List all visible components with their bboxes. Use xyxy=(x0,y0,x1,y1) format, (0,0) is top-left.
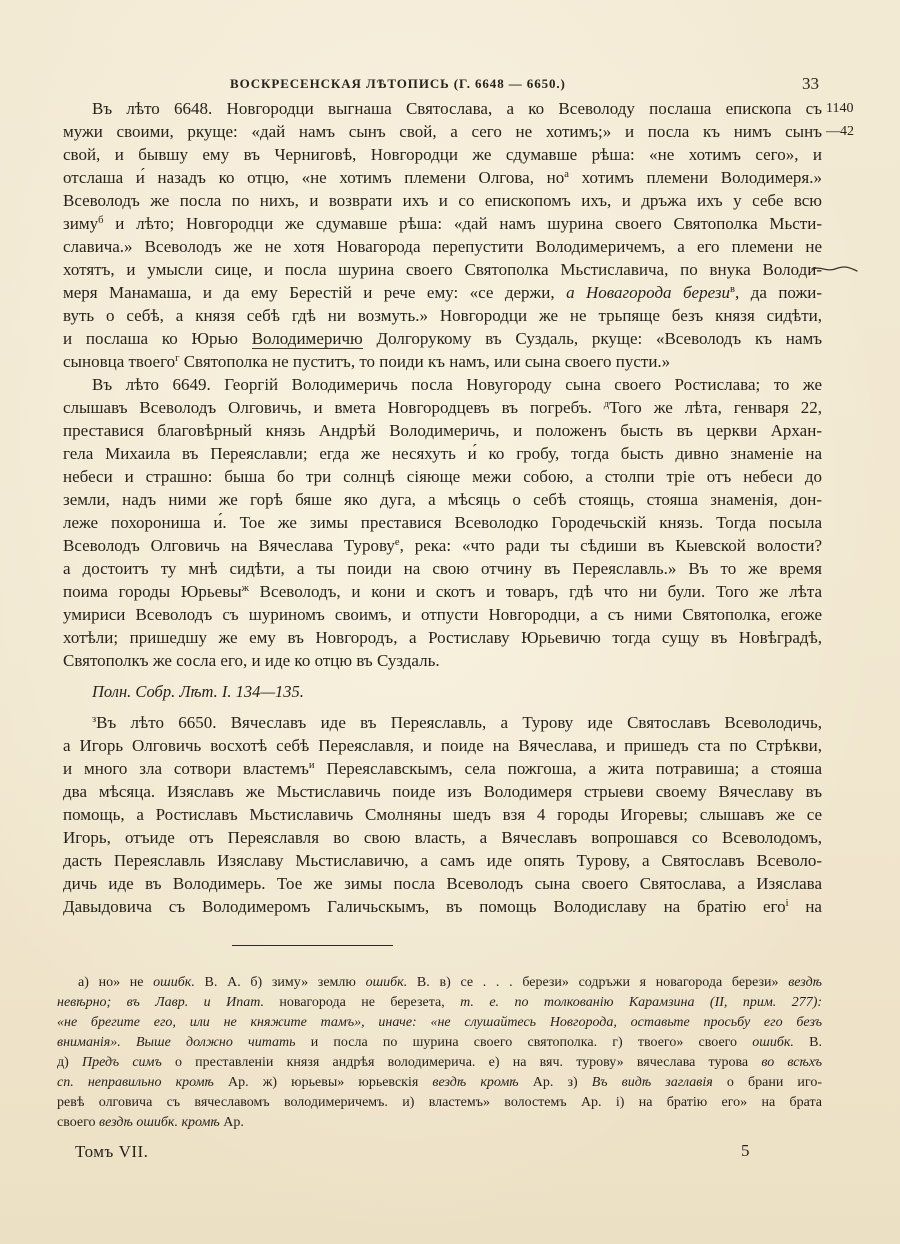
text-line xyxy=(57,1073,822,1093)
text-line xyxy=(57,1033,822,1053)
text-run: В. А. б) зиму» землю xyxy=(194,975,366,990)
text-run: Ар. ж) юрьевы» юрьевскія xyxy=(213,1075,433,1090)
volume-label: Томъ VII. xyxy=(75,1142,149,1161)
text-line xyxy=(57,993,822,1013)
text-run: д) xyxy=(57,1055,82,1070)
text-run: Всеволодъ Олговичь на Вячеслава Турову xyxy=(63,536,395,555)
text-run: отслаша и́ назадъ ко отцю, «не хотимъ племени Олгова, но xyxy=(63,168,565,187)
text-line xyxy=(63,826,822,849)
signature-mark: 5 xyxy=(741,1141,750,1160)
text-line xyxy=(63,780,822,803)
text-run: мужи своими, ркуще: «дай намъ сынъ свой, а сего не хотимъ;» и посла къ нимъ сынъ xyxy=(63,122,822,141)
text-run: леже похорониша и́. Тое же зимы преставися Всеволодко Городечьскій князь. Тогда посыла xyxy=(63,513,822,532)
text-run: своего xyxy=(57,1115,100,1130)
text-run: вниманія». Выше должно читать xyxy=(57,1035,296,1050)
text-run: сп. неправильно кромѣ xyxy=(57,1075,214,1090)
text-line xyxy=(63,396,822,419)
footnote-marker: г xyxy=(175,353,180,365)
text-line xyxy=(63,442,822,465)
text-run: а Новагорода берези xyxy=(566,283,731,302)
footnote-marker: и xyxy=(308,760,315,772)
text-line xyxy=(63,281,822,304)
text-line xyxy=(63,626,822,649)
text-line xyxy=(57,1093,822,1113)
text-run: Въ лѣто 6648. Новгородци выгнаша Святослава, а ко Всеволоду послаша епископа съ xyxy=(92,99,822,118)
text-run: Всеволодъ, и кони и скотъ и товаръ, гдѣ что ни були. Того же лѣта xyxy=(248,582,822,601)
text-line xyxy=(63,212,822,235)
text-run: Въ лѣто 6650. Вячеславъ иде въ Переяславль, а Турову иде Святославъ Всеволодичь, xyxy=(96,713,822,732)
text-line xyxy=(63,534,822,557)
text-run: слышавъ Всеволодъ Олговичь, и вмета Новгородцевъ въ погребъ. xyxy=(63,398,604,417)
text-run: Въ лѣто 6649. Георгій Володимеричь посла Новугороду сына своего Ростислава; то же xyxy=(92,375,822,394)
text-line xyxy=(57,1013,822,1033)
text-run: Ар. з) xyxy=(518,1075,592,1090)
text-line xyxy=(63,304,822,327)
text-run: т. е. по толкованію Карамзина (II, прим. 277): xyxy=(460,995,822,1010)
text-run: а достоитъ ту мнѣ сидѣти, а ты поиди на свою отчину въ Переяславль.» Въ то же время xyxy=(63,559,822,578)
text-run: меря Манамаша, и да ему Берестій и рече ему: «се держи, xyxy=(63,283,567,302)
text-line xyxy=(57,973,822,993)
text-run: новагорода не березета, xyxy=(263,995,461,1010)
text-run: Давыдовича съ Володимеромъ Галичьскымъ, въ помощь Володиславу на братію его xyxy=(63,897,786,916)
text-run: Володимеричю xyxy=(251,329,363,348)
text-line xyxy=(57,1113,822,1133)
text-run: Игорь, отъиде отъ Переяславля во свою власть, а Вячеславъ вопрошався со Всеволодомъ, xyxy=(63,828,822,847)
text-line xyxy=(63,511,822,534)
margin-year: 1140 xyxy=(826,101,854,116)
text-run: дасть Переяславль Изяславу Мьстиславичю, а самъ иде опять Турову, а Святославъ Всеволо- xyxy=(63,851,822,870)
text-run: В. в) се . . . берези» содръжи я новагорода берези» xyxy=(407,975,789,990)
text-run: дичь иде въ Володимерь. Тое же зимы посла Всеволодъ сына своего Святослава, а Изяслава xyxy=(63,874,822,893)
footnote-marker: а xyxy=(564,169,569,181)
text-line xyxy=(63,557,822,580)
text-run: , река: «что ради ты сѣдиши въ Кыевской волости? xyxy=(399,536,822,555)
text-run: вездѣ xyxy=(788,975,822,990)
text-run: преставися благовѣрный князь Андрѣй Володимеричь, и положенъ бысть въ церкви Архан- xyxy=(63,421,822,440)
footnote-marker: б xyxy=(98,215,104,227)
text-run: Святополка не пуститъ, то поиди къ намъ, или сына своего пусти.» xyxy=(179,352,671,371)
pencil-mark xyxy=(811,263,859,275)
footnote-marker: в xyxy=(730,284,736,296)
footnote-rule xyxy=(232,945,393,946)
text-line xyxy=(63,465,822,488)
text-run: поима городы Юрьевы xyxy=(63,582,242,601)
text-run: хотятъ, и умысли сице, и посла шурина своего Святополка Мьстиславича, по внука Володи- xyxy=(63,260,822,279)
text-line xyxy=(63,803,822,826)
text-run: помощь, а Ростиславъ Мьстиславичь Смолняны шедъ взя 4 городы Игоревы; слышавъ же се xyxy=(63,805,822,824)
text-run: Ар. xyxy=(219,1115,244,1130)
text-run: гела Михаила въ Переяславли; егда же несяхуть и́ ко гробу, тогда бысть дивно знаменіе на xyxy=(63,444,822,463)
text-run: невѣрно; въ Лавр. и Ипат. xyxy=(57,995,264,1010)
chronicle-paragraph xyxy=(63,97,822,373)
text-line xyxy=(63,488,822,511)
text-line xyxy=(63,327,822,350)
text-run: В. xyxy=(793,1035,822,1050)
text-run: а Игорь Олговичь восхотѣ себѣ Переяславля, и поиде на Вячеслава, и пришедъ ста по Стрѣкви, xyxy=(63,736,822,755)
text-line xyxy=(63,419,822,442)
text-line xyxy=(63,258,822,281)
text-line xyxy=(63,350,822,373)
text-run: , да пожи- xyxy=(735,283,822,302)
text-run: на xyxy=(788,897,822,916)
text-run: ошибк. xyxy=(365,975,408,990)
text-line xyxy=(57,1053,822,1073)
text-run: Долгорукому въ Суздаль, ркуще: «Всеволодъ къ намъ xyxy=(362,329,822,348)
text-run: вуть о себѣ, а князя себѣ гдѣ ни возмуть.» Новгородци же не трьпяще безъ князя сидѣти, xyxy=(63,306,822,325)
text-run: славича.» Всеволодъ же не хотя Новагорода перепустити Володимеричемъ, а его племени не xyxy=(63,237,822,256)
text-run: вездѣ кромѣ xyxy=(432,1075,519,1090)
text-line xyxy=(63,166,822,189)
text-run: а) но» не xyxy=(78,975,154,990)
text-line xyxy=(63,872,822,895)
text-run: ошибк. xyxy=(752,1035,794,1050)
text-line xyxy=(63,711,822,734)
text-run: сыновца твоего xyxy=(63,352,176,371)
footnotes xyxy=(57,973,822,1133)
margin-year: —42 xyxy=(826,124,854,139)
text-run: во всѣхъ xyxy=(761,1055,822,1070)
text-line xyxy=(63,235,822,258)
text-run: Всеволодъ же посла по нихъ, и возврати ихъ и со епископомъ ихъ, и дръжа ихъ у себе всю xyxy=(63,191,822,210)
text-run: свой, и бывшу ему въ Черниговѣ, Новгородци же сдумавше рѣша: «не хотимъ сего», и xyxy=(63,145,822,164)
text-run: хотимъ племени Володимеря.» xyxy=(568,168,822,187)
text-line xyxy=(63,143,822,166)
text-line xyxy=(63,603,822,626)
text-run: зиму xyxy=(63,214,99,233)
text-line xyxy=(63,580,822,603)
text-run: хотѣли; пришедшу же ему въ Новгородъ, а Ростиславу Юрьевичю тогда сущу въ Новѣградѣ, xyxy=(63,628,822,647)
text-run: ошибк. xyxy=(153,975,195,990)
chronicle-paragraph xyxy=(63,711,822,918)
footnote-marker: і xyxy=(785,898,789,910)
text-line xyxy=(63,757,822,780)
text-line xyxy=(63,189,822,212)
footnote-marker: ж xyxy=(241,583,249,595)
text-run: и посла по шурина своего святополка. г) твоего» своего xyxy=(295,1035,753,1050)
text-run: о брани иго- xyxy=(712,1075,822,1090)
text-run: Переяславскымъ, села пожгоша, а жита потравиша; а стояша xyxy=(314,759,822,778)
text-line xyxy=(63,120,822,143)
text-run: и послаша ко Юрью xyxy=(63,329,252,348)
text-line xyxy=(63,734,822,757)
chronicle-paragraph xyxy=(63,373,822,672)
text-run: и много зла сотвори властемъ xyxy=(63,759,309,778)
source-reference: Полн. Собр. Лѣт. I. 134—135. xyxy=(92,682,304,701)
text-line xyxy=(63,373,822,396)
text-run: о преставленіи князя андрѣя володимерича. е) на вяч. турову» вячеслава турова xyxy=(161,1055,762,1070)
text-run: Въ видѣ заглавія xyxy=(591,1075,713,1090)
text-run: вездѣ ошибк. кромѣ xyxy=(99,1115,220,1130)
text-run: земли, надъ ними же горѣ бяше яко дуга, а мѣсяць о себѣ стоящь, стояша знаменія, дон- xyxy=(63,490,822,509)
text-run: «не брегите его, или не княжите тамъ», иначе: «не слушайтесь Новгорода, оставьте просьбу его безъ xyxy=(57,1015,822,1030)
text-run: Того же лѣта, генваря 22, xyxy=(609,398,822,417)
text-line xyxy=(63,97,822,120)
running-title: ВОСКРЕСЕНСКАЯ ЛѢТОПИСЬ (Г. 6648 — 6650.) xyxy=(230,76,566,91)
footnote-marker: з xyxy=(92,714,97,726)
text-run: Святополкъ же сосла его, и иде ко отцю въ Суздаль. xyxy=(63,651,440,670)
text-line xyxy=(63,849,822,872)
text-run: Предъ симъ xyxy=(81,1055,162,1070)
text-run: ревѣ олговича съ вячеславомъ володимеричемъ. и) властемъ» волостемъ Ар. і) на братію его» на брата xyxy=(57,1095,822,1110)
footnote-marker: д xyxy=(603,399,610,411)
text-run: и лѣто; Новгородци же сдумавше рѣша: «дай намъ шурина своего Святополка Мьсти- xyxy=(103,214,822,233)
page-number: 33 xyxy=(802,74,819,93)
text-run: два мѣсяца. Изяславъ же Мьстиславичь поиде изъ Володимеря стрыеви своему Вячеславу въ xyxy=(63,782,822,801)
text-line xyxy=(63,649,822,672)
text-run: умириси Всеволодъ съ шуриномъ своимъ, и отпусти Новгородци, а съ ними Святополка, егоже xyxy=(63,605,822,624)
footnote-marker: е xyxy=(394,537,400,549)
text-line xyxy=(63,895,822,918)
text-run: небеси и страшно: быша бо три солнцѣ сіяюще межи собою, а столпи тріе отъ небеси до xyxy=(63,467,822,486)
